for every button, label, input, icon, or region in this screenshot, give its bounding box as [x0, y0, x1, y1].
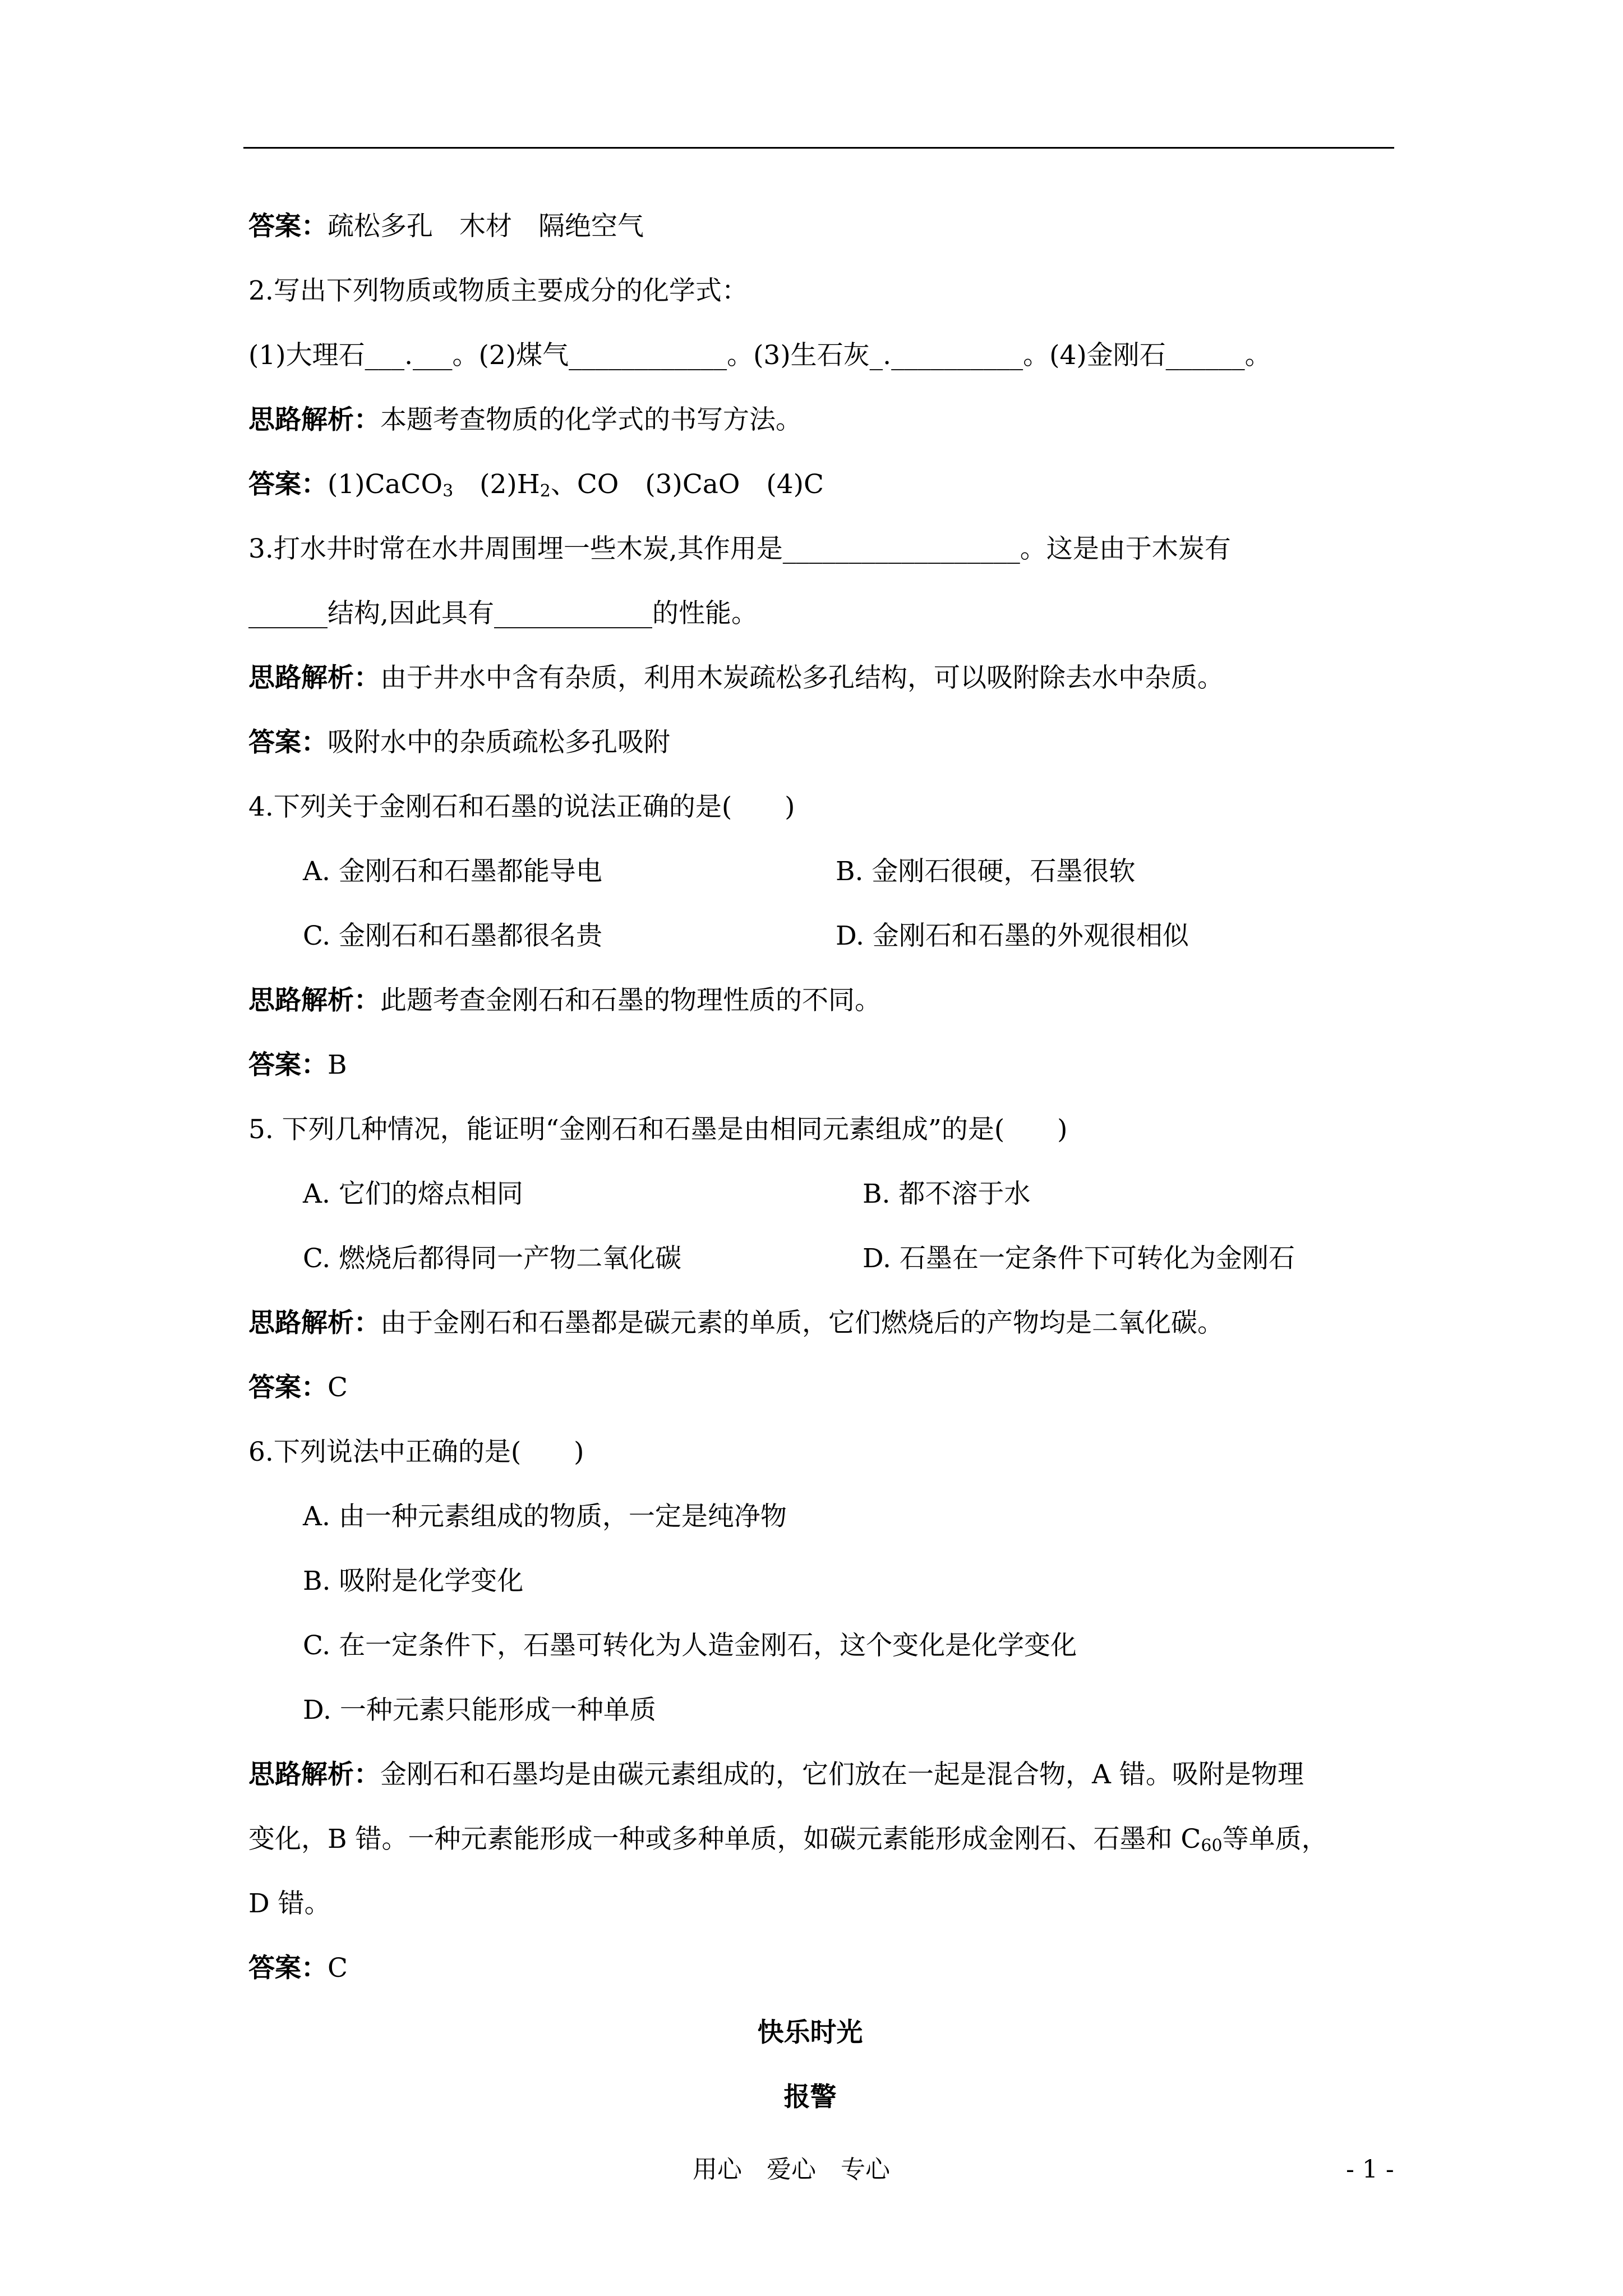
answer-label: 答案：	[248, 1372, 328, 1403]
q4-option-row	[248, 847, 1394, 912]
answer-label: 答案：	[248, 727, 328, 758]
q2-analysis	[248, 395, 1394, 460]
analysis-text: 变化，B 错。一种元素能形成一种或多种单质，如碳元素能形成金刚石、石墨和 C	[248, 1824, 1201, 1855]
section-title: 快乐时光	[757, 2017, 863, 2048]
analysis-label: 思路解析：	[248, 985, 380, 1016]
q6-analysis-line2	[248, 1815, 1394, 1879]
q2-answer	[248, 460, 1394, 524]
q4-answer	[248, 1041, 1394, 1105]
option-c: C. 在一定条件下，石墨可转化为人造金刚石，这个变化是化学变化	[303, 1630, 1077, 1661]
analysis-label: 思路解析：	[248, 1308, 380, 1338]
option-b: B. 吸附是化学变化	[303, 1566, 524, 1596]
analysis-label: 思路解析：	[248, 404, 380, 435]
answer-part: (1)CaCO	[328, 469, 443, 500]
analysis-text: 金刚石和石墨均是由碳元素组成的，它们放在一起是混合物，A 错。吸附是物理	[380, 1759, 1304, 1790]
q5-option-row	[248, 1234, 1394, 1299]
answer-text: C	[328, 1372, 348, 1403]
header-rule	[243, 147, 1394, 149]
q6-analysis-line1	[248, 1750, 1394, 1815]
q5-analysis	[248, 1299, 1394, 1363]
subscript: 60	[1201, 1836, 1223, 1856]
q1-answer	[248, 202, 1394, 266]
analysis-text: 此题考查金刚石和石墨的物理性质的不同。	[380, 985, 881, 1016]
answer-text: C	[328, 1953, 348, 1984]
q4-option-row	[248, 912, 1394, 976]
document-body	[248, 202, 1394, 2137]
q5-option-row	[248, 1170, 1394, 1234]
q4-analysis	[248, 976, 1394, 1041]
q4-stem: 4.下列关于金刚石和石墨的说法正确的是( )	[248, 792, 795, 822]
analysis-text: 等单质，	[1222, 1824, 1328, 1855]
footer-motto: 用心 爱心 专心	[693, 2155, 890, 2184]
q6-analysis-line3: D 错。	[248, 1888, 331, 1919]
answer-text: 吸附水中的杂质疏松多孔吸附	[328, 727, 670, 758]
q2-blanks: (1)大理石___.___。(2)煤气____________。(3)生石灰_.__________。(4)金刚石______。	[248, 340, 1271, 371]
option-a: A. 它们的熔点相同	[303, 1179, 523, 1209]
q3-stem-line2: ______结构,因此具有____________的性能。	[248, 598, 758, 629]
answer-part: (2)H	[453, 469, 540, 500]
section-subtitle: 报警	[783, 2082, 837, 2113]
option-c: C. 燃烧后都得同一产物二氧化碳	[303, 1243, 682, 1274]
option-b: B. 金刚石很硬，石墨很软	[836, 856, 1136, 887]
option-a: A. 金刚石和石墨都能导电	[303, 856, 602, 887]
option-d: D. 金刚石和石墨的外观很相似	[836, 921, 1189, 951]
q3-answer	[248, 718, 1394, 783]
option-c: C. 金刚石和石墨都很名贵	[303, 921, 603, 951]
analysis-label: 思路解析：	[248, 662, 380, 693]
option-d: D. 一种元素只能形成一种单质	[303, 1695, 656, 1726]
q6-answer	[248, 1944, 1394, 2008]
answer-label: 答案：	[248, 1953, 328, 1984]
option-a: A. 由一种元素组成的物质，一定是纯净物	[303, 1501, 787, 1532]
analysis-text: 由于金刚石和石墨都是碳元素的单质，它们燃烧后的产物均是二氧化碳。	[380, 1308, 1224, 1338]
option-d: D. 石墨在一定条件下可转化为金刚石	[863, 1243, 1295, 1274]
analysis-text: 由于井水中含有杂质，利用木炭疏松多孔结构，可以吸附除去水中杂质。	[380, 662, 1224, 693]
answer-text: B	[328, 1050, 347, 1080]
q3-analysis	[248, 654, 1394, 718]
q6-stem: 6.下列说法中正确的是( )	[248, 1437, 584, 1467]
q5-answer	[248, 1363, 1394, 1428]
q3-stem-line1: 3.打水井时常在水井周围埋一些木炭,其作用是__________________。这是由于木炭有	[248, 533, 1231, 564]
option-b: B. 都不溶于水	[863, 1179, 1031, 1209]
answer-label: 答案：	[248, 211, 328, 242]
analysis-label: 思路解析：	[248, 1759, 380, 1790]
analysis-text: 本题考查物质的化学式的书写方法。	[380, 404, 802, 435]
q5-stem: 5. 下列几种情况，能证明“金刚石和石墨是由相同元素组成”的是( )	[248, 1114, 1068, 1145]
answer-label: 答案：	[248, 1050, 328, 1080]
page-number: - 1 -	[1346, 2155, 1394, 2184]
answer-part: 、CO (3)CaO (4)C	[550, 469, 824, 500]
answer-label: 答案：	[248, 469, 328, 500]
q2-stem: 2.写出下列物质或物质主要成分的化学式：	[248, 275, 748, 306]
answer-text: 疏松多孔 木材 隔绝空气	[328, 211, 644, 242]
subscript: 3	[442, 481, 454, 501]
subscript: 2	[540, 481, 551, 501]
